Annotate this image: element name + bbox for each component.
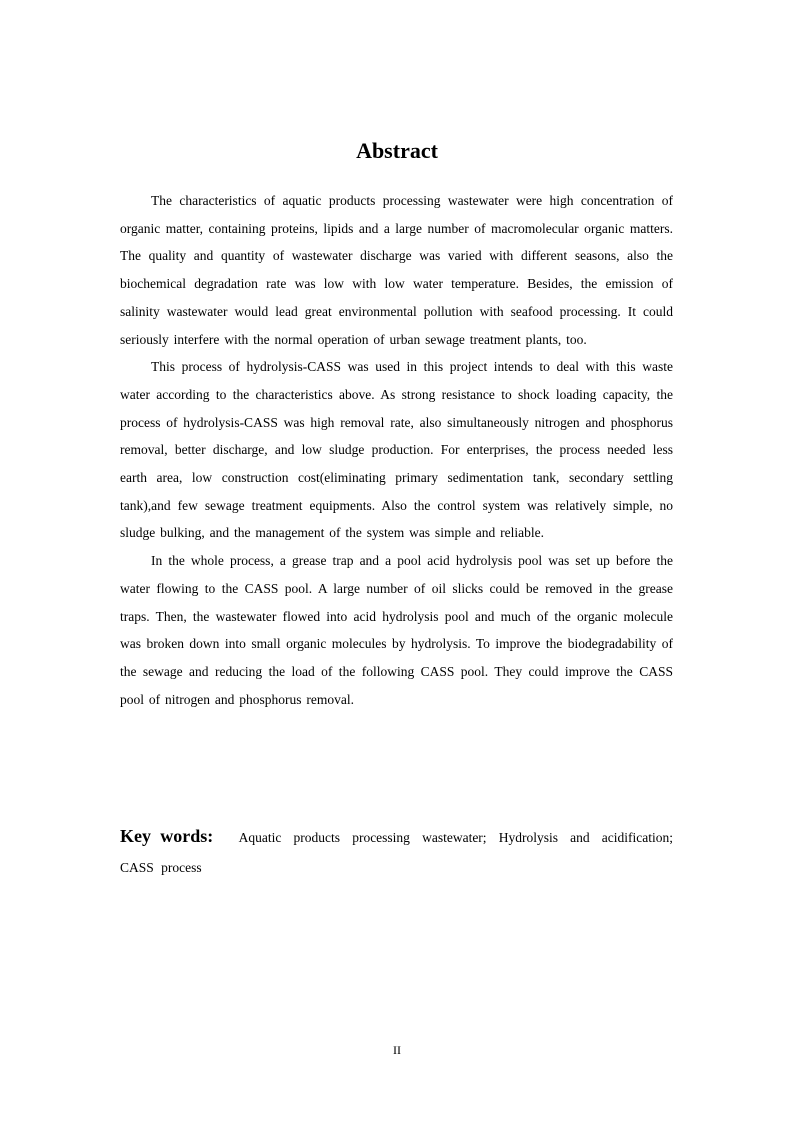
abstract-body: [120, 187, 673, 713]
page-number: II: [393, 1043, 401, 1057]
abstract-title: Abstract: [356, 138, 438, 163]
keywords-text: Aquatic products processing wastewater; Hydrolysis and acidification; CASS process: [120, 830, 673, 875]
keywords-section: [120, 821, 673, 883]
abstract-paragraph-1: The characteristics of aquatic products processing wastewater were high concentration of organic matter, containing proteins, lipids and a large number of macromolecular organic matters. The quality and quantity of wastewater discharge was varied with different seasons, also the biochemical degradation rate was low with low water temperature. Besides, the emission of salinity wastewater would lead great environmental pollution with seafood processing. It could seriously interfere with the normal operation of urban sewage treatment plants, too.: [120, 193, 673, 347]
keywords-label: Key words:: [120, 826, 214, 846]
abstract-paragraph-2: This process of hydrolysis-CASS was used in this project intends to deal with this waste water according to the characteristics above. As strong resistance to shock loading capacity, the process of hydrolysis-CASS was high removal rate, also simultaneously nitrogen and phosphorus removal, better discharge, and low sludge production. For enterprises, the process needed less earth area, low construction cost(eliminating primary sedimentation tank, secondary settling tank),and few sewage treatment equipments. Also the control system was relatively simple, no sludge bulking, and the management of the system was simple and reliable.: [120, 359, 673, 541]
abstract-paragraph-3: In the whole process, a grease trap and a pool acid hydrolysis pool was set up before the water flowing to the CASS pool. A large number of oil slicks could be removed in the grease traps. Then, the wastewater flowed into acid hydrolysis pool and much of the organic molecule was broken down into small organic molecules by hydrolysis. To improve the biodegradability of the sewage and reducing the load of the following CASS pool. They could improve the CASS pool of nitrogen and phosphorus removal.: [120, 553, 673, 707]
